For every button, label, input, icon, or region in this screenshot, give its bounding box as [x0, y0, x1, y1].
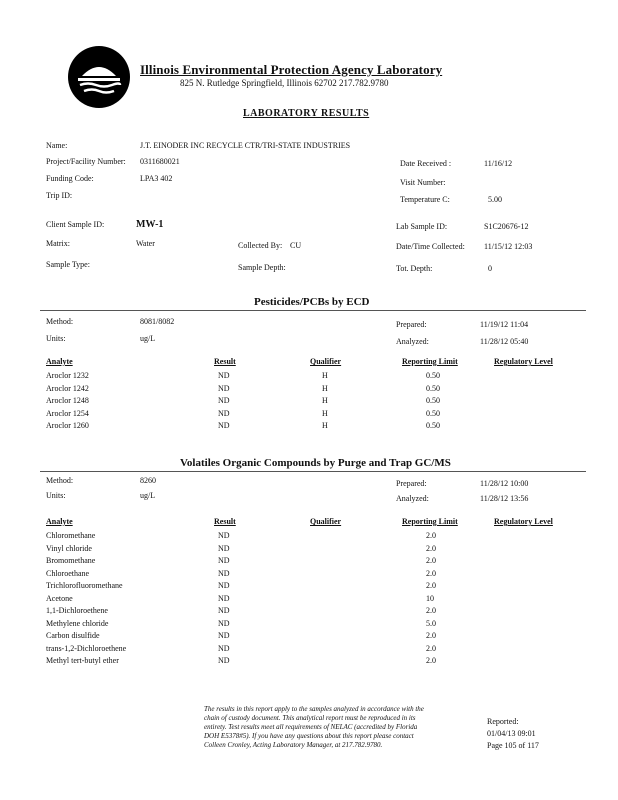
table-row	[46, 421, 586, 433]
analyte-cell: Aroclor 1248	[46, 396, 89, 405]
name-value: J.T. EINODER INC RECYCLE CTR/TRI-STATE INDUSTRIES	[140, 141, 351, 150]
limit-cell: 2.0	[426, 568, 436, 578]
trip-label: Trip ID:	[46, 191, 73, 200]
result-cell: ND	[218, 421, 230, 430]
temperature-label: Temperature C:	[400, 195, 450, 204]
analyte-cell: Chloroethane	[46, 568, 90, 578]
table-row	[46, 606, 586, 618]
analyte-cell: trans-1,2-Dichloroethene	[46, 643, 127, 653]
qualifier-cell: H	[322, 371, 328, 380]
limit-cell: 2.0	[426, 543, 436, 553]
tot-depth-label: Tot. Depth:	[396, 264, 433, 273]
project-value: 0311680021	[140, 157, 180, 166]
result-cell: ND	[218, 568, 230, 578]
pcb-col-limit: Reporting Limit	[402, 357, 458, 366]
temperature-value: 5.00	[488, 195, 502, 204]
voc-divider	[40, 471, 586, 472]
result-cell: ND	[218, 581, 230, 590]
limit-cell: 2.0	[426, 581, 436, 590]
qualifier-cell: H	[322, 408, 328, 418]
result-cell: ND	[218, 643, 230, 653]
limit-cell: 2.0	[426, 556, 436, 565]
limit-cell: 10	[426, 593, 434, 603]
table-row	[46, 644, 586, 656]
limit-cell: 2.0	[426, 606, 436, 615]
pcb-prepared-label: Prepared:	[396, 320, 427, 329]
report-title: LABORATORY RESULTS	[243, 108, 370, 119]
voc-col-qualifier: Qualifier	[310, 517, 342, 526]
pcb-col-qualifier: Qualifier	[310, 357, 342, 366]
limit-cell: 5.0	[426, 618, 436, 628]
date-received-label: Date Received :	[400, 159, 452, 168]
matrix-value: Water	[136, 239, 155, 248]
analyte-cell: Methyl tert-butyl ether	[46, 656, 119, 665]
limit-cell: 2.0	[426, 631, 436, 640]
analyte-cell: Trichlorofluoromethane	[46, 581, 123, 590]
collected-by-value: CU	[290, 241, 302, 250]
pcb-col-regulatory: Regulatory Level	[494, 357, 553, 366]
pcb-analyzed-value: 11/28/12 05:40	[480, 337, 529, 346]
table-row	[46, 371, 586, 383]
table-row	[46, 409, 586, 421]
pcb-units-value: ug/L	[140, 334, 156, 343]
result-cell: ND	[218, 408, 230, 418]
pcb-col-result: Result	[214, 357, 236, 366]
client-sample-label: Client Sample ID:	[46, 220, 105, 229]
sample-type-label: Sample Type:	[46, 260, 90, 269]
result-cell: ND	[218, 606, 230, 615]
voc-section-title: Volatiles Organic Compounds by Purge and Trap GC/MS	[180, 457, 451, 469]
limit-cell: 2.0	[426, 531, 436, 540]
funding-value: LPA3 402	[140, 174, 173, 183]
collected-by-label: Collected By:	[238, 241, 283, 250]
result-cell: ND	[218, 531, 230, 540]
qualifier-cell: H	[322, 383, 328, 393]
pcb-method-label: Method:	[46, 317, 74, 326]
result-cell: ND	[218, 383, 230, 393]
lab-sample-value: S1C20676-12	[484, 222, 529, 231]
pcb-col-analyte: Analyte	[46, 357, 73, 366]
client-sample-value: MW-1	[136, 219, 164, 230]
table-row	[46, 631, 586, 643]
reported-label: Reported:	[487, 717, 519, 726]
qualifier-cell: H	[322, 396, 328, 405]
footer-note-line: Colleen Cronley, Acting Laboratory Manager, at 217.782.9780.	[204, 741, 383, 749]
footer-note-line: The results in this report apply to the samples analyzed in accordance with the	[204, 705, 424, 713]
voc-col-analyte: Analyte	[46, 517, 73, 526]
voc-units-value: ug/L	[140, 491, 156, 500]
voc-analyzed-label: Analyzed:	[396, 494, 429, 503]
analyte-cell: Aroclor 1242	[46, 383, 89, 393]
result-cell: ND	[218, 371, 230, 380]
footer-note-line: DOH E5378#5). If you have any questions about this report please contact	[204, 732, 414, 740]
analyte-cell: Aroclor 1232	[46, 371, 89, 380]
voc-method-label: Method:	[46, 476, 74, 485]
result-cell: ND	[218, 396, 230, 405]
result-cell: ND	[218, 543, 230, 553]
result-cell: ND	[218, 656, 230, 665]
voc-prepared-label: Prepared:	[396, 479, 427, 488]
table-row	[46, 569, 586, 581]
pcb-units-label: Units:	[46, 334, 66, 343]
datetime-collected-label: Date/Time Collected:	[396, 242, 465, 251]
analyte-cell: 1,1-Dichloroethene	[46, 606, 108, 615]
table-row	[46, 556, 586, 568]
analyte-cell: Bromomethane	[46, 556, 96, 565]
lab-address: 825 N. Rutledge Springfield, Illinois 62702 217.782.9780	[180, 78, 389, 88]
project-label: Project/Facility Number:	[46, 157, 126, 166]
pcb-prepared-value: 11/19/12 11:04	[480, 320, 529, 329]
qualifier-cell: H	[322, 421, 328, 430]
table-row	[46, 396, 586, 408]
pcb-analyzed-label: Analyzed:	[396, 337, 429, 346]
footer-note	[204, 705, 424, 750]
voc-analyzed-value: 11/28/12 13:56	[480, 494, 529, 503]
table-row	[46, 594, 586, 606]
result-cell: ND	[218, 593, 230, 603]
analyte-cell: Vinyl chloride	[46, 543, 92, 553]
pcb-divider	[40, 310, 586, 311]
footer-note-line: entirety. Test results meet all requirements of NELAC (accredited by Florida	[204, 723, 418, 731]
analyte-cell: Acetone	[46, 593, 73, 603]
voc-col-limit: Reporting Limit	[402, 517, 458, 526]
result-cell: ND	[218, 618, 230, 628]
iepa-logo	[68, 46, 130, 108]
voc-col-regulatory: Regulatory Level	[494, 517, 553, 526]
voc-units-label: Units:	[46, 491, 66, 500]
table-row	[46, 384, 586, 396]
voc-prepared-value: 11/28/12 10:00	[480, 479, 529, 488]
table-row	[46, 581, 586, 593]
limit-cell: 0.50	[426, 408, 440, 418]
lab-sample-label: Lab Sample ID:	[396, 222, 448, 231]
footer-note-line: chain of custody document. This analytical report must be reproduced in its	[204, 714, 416, 722]
table-row	[46, 619, 586, 631]
matrix-label: Matrix:	[46, 239, 70, 248]
analyte-cell: Chloromethane	[46, 531, 96, 540]
analyte-cell: Carbon disulfide	[46, 631, 100, 640]
pcb-method-value: 8081/8082	[140, 317, 175, 326]
pcb-table-header	[46, 357, 586, 369]
analyte-cell: Aroclor 1260	[46, 421, 89, 430]
visit-label: Visit Number:	[400, 178, 446, 187]
voc-col-result: Result	[214, 517, 236, 526]
table-row	[46, 531, 586, 543]
limit-cell: 0.50	[426, 383, 440, 393]
funding-label: Funding Code:	[46, 174, 94, 183]
limit-cell: 2.0	[426, 643, 436, 653]
page-number: Page 105 of 117	[487, 741, 539, 750]
voc-table-header	[46, 517, 586, 529]
analyte-cell: Methylene chloride	[46, 618, 109, 628]
lab-name: Illinois Environmental Protection Agency Laboratory	[140, 62, 443, 77]
limit-cell: 2.0	[426, 656, 436, 665]
tot-depth-value: 0	[488, 264, 492, 273]
sample-depth-label: Sample Depth:	[238, 263, 286, 272]
name-label: Name:	[46, 141, 68, 150]
datetime-collected-value: 11/15/12 12:03	[484, 242, 533, 251]
table-row	[46, 544, 586, 556]
result-cell: ND	[218, 631, 230, 640]
limit-cell: 0.50	[426, 421, 440, 430]
result-cell: ND	[218, 556, 230, 565]
pcb-section-title: Pesticides/PCBs by ECD	[254, 296, 370, 308]
voc-method-value: 8260	[140, 476, 156, 485]
limit-cell: 0.50	[426, 396, 440, 405]
analyte-cell: Aroclor 1254	[46, 408, 89, 418]
table-row	[46, 656, 586, 668]
reported-value: 01/04/13 09:01	[487, 729, 536, 738]
date-received-value: 11/16/12	[484, 159, 513, 168]
limit-cell: 0.50	[426, 371, 440, 380]
